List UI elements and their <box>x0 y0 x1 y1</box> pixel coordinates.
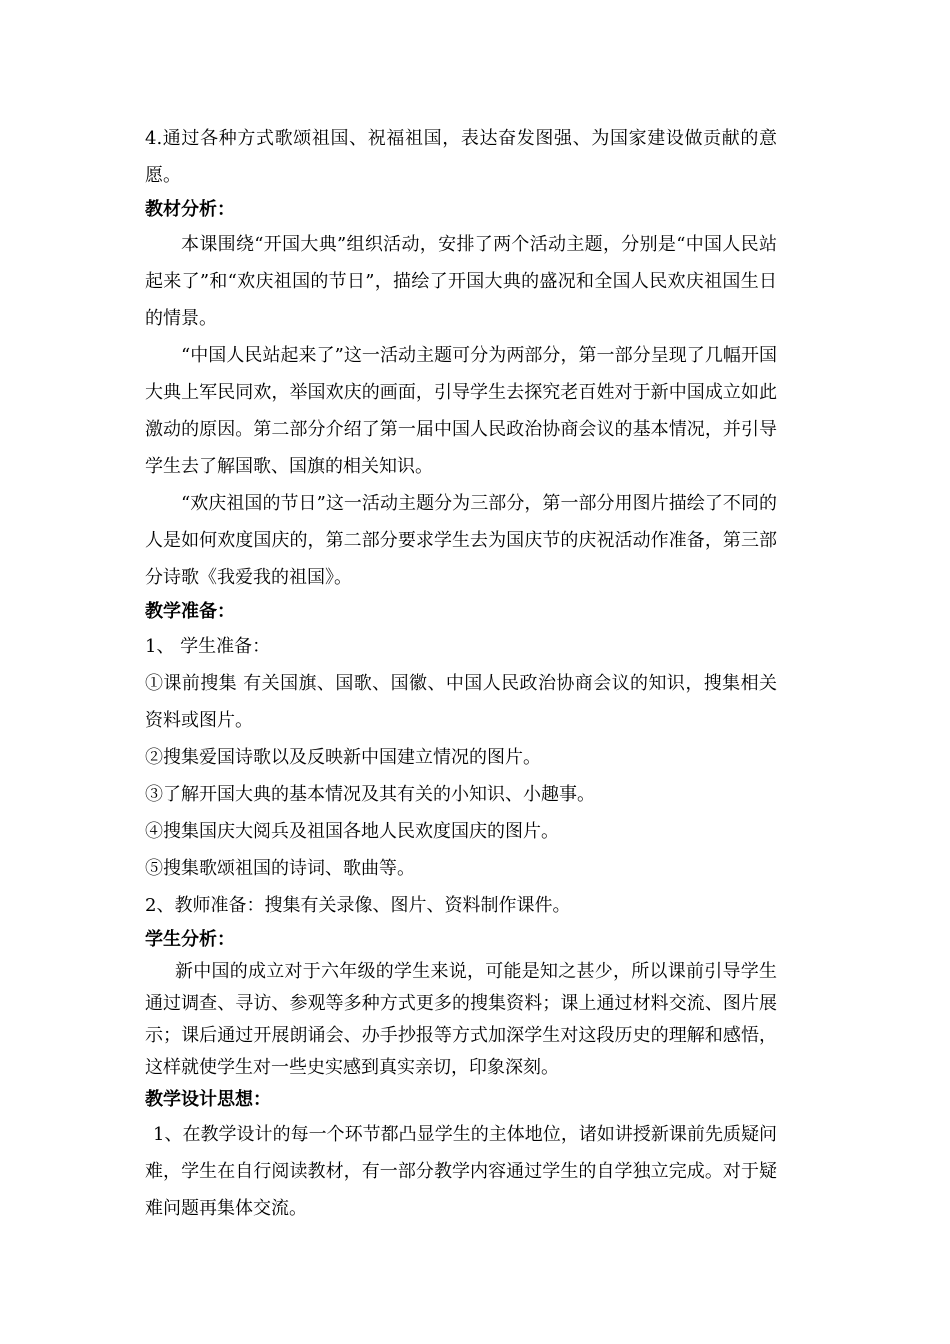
student-analysis-heading: 学生分析： <box>145 929 235 950</box>
student-prep-item-2: ②搜集爱国诗歌以及反映新中国建立情况的图片。 <box>145 747 541 768</box>
design-thoughts-heading: 教学设计思想： <box>145 1089 271 1110</box>
student-prep-item-4: ④搜集国庆大阅兵及祖国各地人民欢度国庆的图片。 <box>145 821 559 842</box>
material-analysis-para-1: 本课围绕“开国大典”组织活动，安排了两个活动主题，分别是“中国人民站起来了”和“欢庆祖国的节日”，描绘了开国大典的盛况和全国人民欢庆祖国生日的情景。 <box>145 234 777 329</box>
goal-item-4: 4.通过各种方式歌颂祖国、祝福祖国，表达奋发图强、为国家建设做贡献的意愿。 <box>145 128 777 186</box>
material-analysis-heading: 教材分析： <box>145 199 235 220</box>
student-prep-item-5: ⑤搜集歌颂祖国的诗词、歌曲等。 <box>145 858 415 879</box>
student-prep-item-1: ①课前搜集 有关国旗、国歌、国徽、中国人民政治协商会议的知识，搜集相关资料或图片。 <box>145 673 777 731</box>
teacher-prep: 2、教师准备：搜集有关录像、图片、资料制作课件。 <box>145 895 571 916</box>
student-prep-item-3: ③了解开国大典的基本情况及其有关的小知识、小趣事。 <box>145 784 595 805</box>
student-analysis-para: 新中国的成立对于六年级的学生来说，可能是知之甚少，所以课前引导学生通过调查、寻访、参观等多种方式更多的搜集资料；课上通过材料交流、图片展示；课后通过开展朗诵会、办手抄报等方式加深学生对这段历史的理解和感悟，这样就使学生对一些史实感到真实亲切，印象深刻。 <box>145 961 777 1078</box>
teaching-prep-heading: 教学准备： <box>145 601 235 622</box>
student-prep-title: 1、 学生准备： <box>145 636 271 657</box>
material-analysis-para-2: “中国人民站起来了”这一活动主题可分为两部分，第一部分呈现了几幅开国大典上军民同欢，举国欢庆的画面，引导学生去探究老百姓对于新中国成立如此激动的原因。第二部分介绍了第一届中国人民政治协商会议的基本情况，并引导学生去了解国歌、国旗的相关知识。 <box>145 345 777 477</box>
document-page <box>145 120 777 1227</box>
material-analysis-para-3: “欢庆祖国的节日”这一活动主题分为三部分，第一部分用图片描绘了不同的人是如何欢度国庆的，第二部分要求学生去为国庆节的庆祝活动作准备，第三部分诗歌《我爱我的祖国》。 <box>145 493 777 588</box>
design-thoughts-para-1: 1、在教学设计的每一个环节都凸显学生的主体地位，诸如讲授新课前先质疑问难，学生在自行阅读教材，有一部分教学内容通过学生的自学独立完成。对于疑难问题再集体交流。 <box>145 1124 777 1219</box>
